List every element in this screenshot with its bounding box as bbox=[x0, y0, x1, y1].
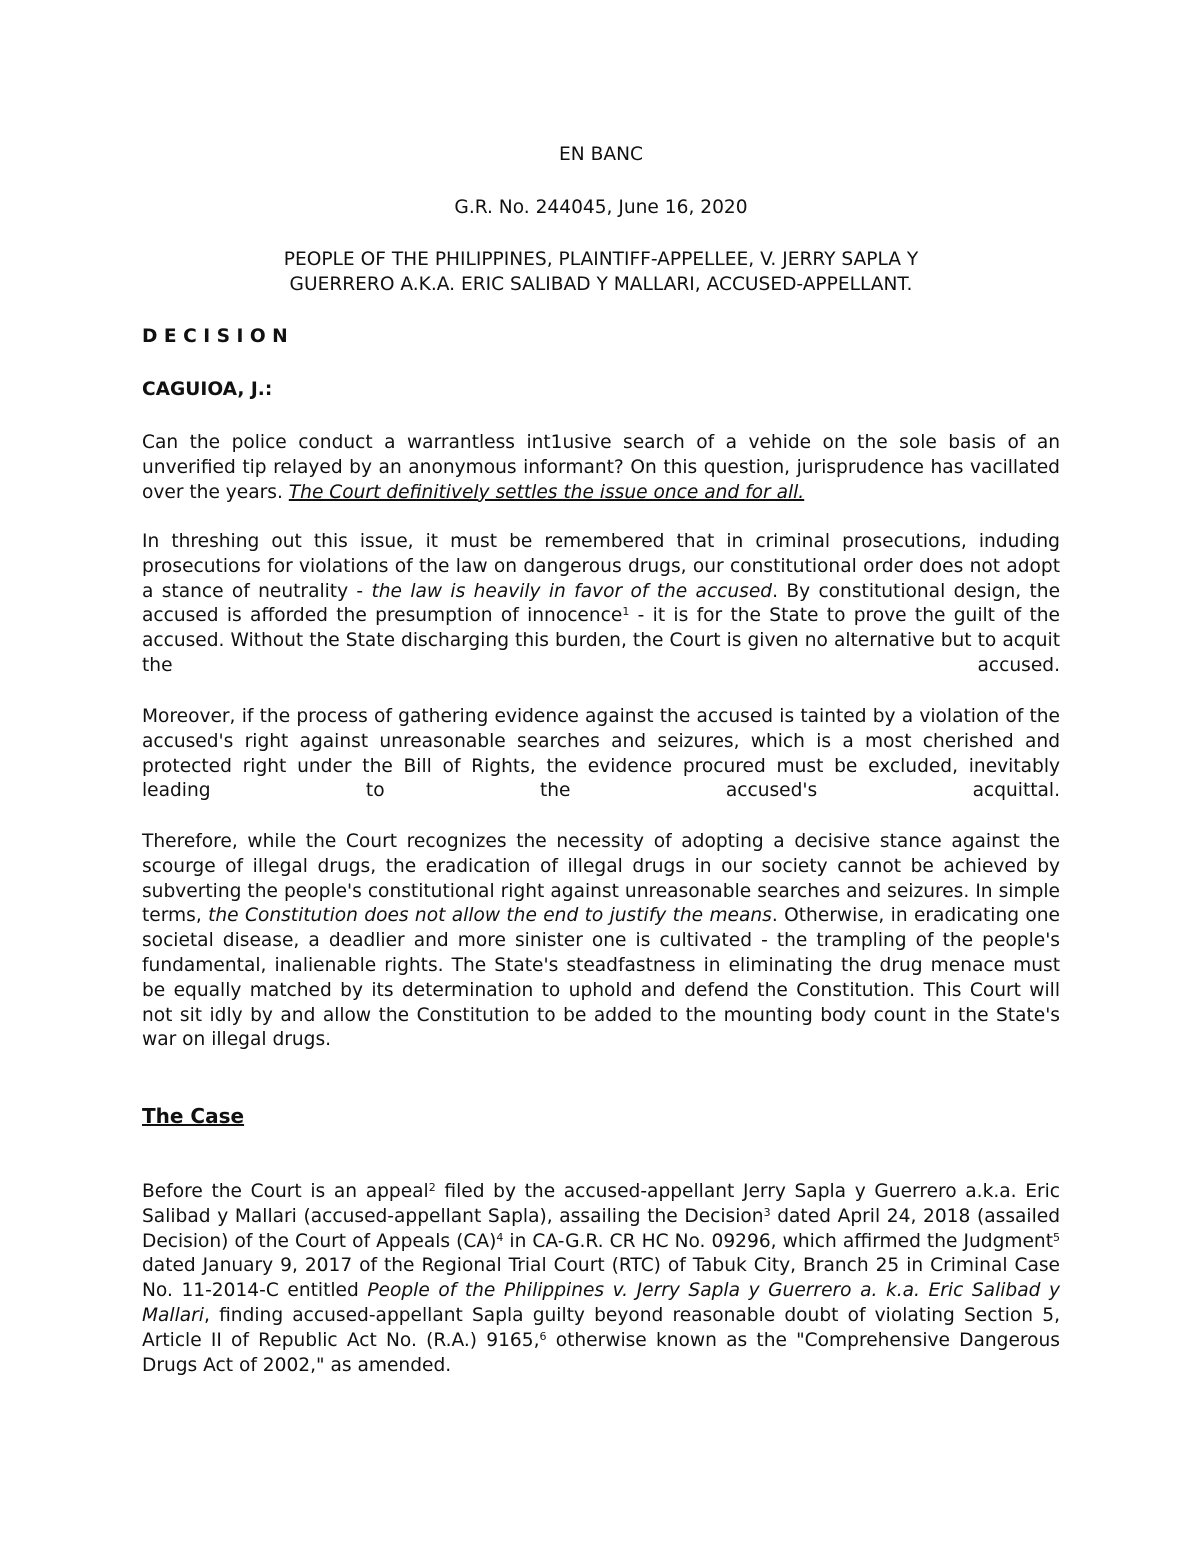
text: filed by the accused-appellant Jerry Sapla y Guerrero a.k.a. Eric Salibad y Mallari (accused-appellant Sapla), assailing the Decision bbox=[142, 1181, 1061, 1227]
footnote-ref[interactable]: 3 bbox=[763, 1205, 771, 1219]
case-number: G.R. No. 244045, June 16, 2020 bbox=[454, 197, 748, 218]
text: dated April 24, 2018 (assailed Decision) of the Court of Appeals (CA) bbox=[142, 1205, 1060, 1252]
paragraph-5 bbox=[142, 1180, 1060, 1378]
emphasis-text: the Constitution does not allow the end to justify the means bbox=[208, 905, 772, 927]
text: Moreover, if the process of gathering evidence against the accused is tainted by a violation of the accused's right against unreasonable searches and seizures, which is a most cherished and protected right under the Bill of Rights, the evidence procured must be excluded, inevitably leading to the accused's acquittal. bbox=[142, 706, 1060, 802]
paragraph-3 bbox=[142, 705, 1060, 804]
footnote-ref[interactable]: 2 bbox=[428, 1181, 436, 1194]
text: . Otherwise, in eradicating one societal disease, a deadlier and more sinister one is cultivated - the trampling of the people's fundamental, inalienable rights. The State's steadfastness in eliminating the drug menace must be equally matched by its determination to uphold and defend the Constitution. This Court will not sit idly by and allow the Constitution to be added to the mounting body count in the State's war on illegal drugs. bbox=[142, 905, 1060, 1051]
paragraph-2 bbox=[142, 530, 1060, 679]
division-label: EN BANC bbox=[559, 144, 643, 165]
case-title bbox=[142, 248, 1060, 298]
section-heading: The Case bbox=[142, 1104, 245, 1128]
text: In threshing out this issue, it must be remembered that in criminal prosecutions, induding prosecutions for violations of the law on dangerous drugs, our constitutional order does not adopt a stance of neutrality - bbox=[142, 531, 1060, 602]
case-title-italic: People of the Philippines v. Jerry Sapla y Guerrero a. k.a. Eric Salibad y Mallari bbox=[142, 1280, 1060, 1326]
ponente: CAGUIOA, J.: bbox=[142, 379, 273, 400]
decision-label: D E C I S I O N bbox=[142, 326, 288, 347]
case-title-line1: PEOPLE OF THE PHILIPPINES, PLAINTIFF-APPELLEE, V. JERRY SAPLA Y bbox=[283, 249, 919, 270]
footnote-ref[interactable]: 1 bbox=[622, 605, 630, 619]
text: Therefore, while the Court recognizes the necessity of adopting a decisive stance against the scourge of illegal drugs, the eradication of illegal drugs in our society cannot be achieved by subverting the people's constitutional right against unreasonable searches and seizures. In simple terms, bbox=[142, 831, 1060, 927]
text: dated January 9, 2017 of the Regional Trial Court (RTC) of Tabuk City, Branch 25 in Criminal Case No. 11-2014-C entitled bbox=[142, 1255, 1060, 1302]
footnote-ref[interactable]: 5 bbox=[1053, 1230, 1060, 1244]
footnote-ref[interactable]: 4 bbox=[496, 1230, 504, 1244]
text: , finding accused-appellant Sapla guilty beyond reasonable doubt of violating Section 5, Article II of Republic Act No. (R.A.) 9165, bbox=[142, 1304, 1060, 1351]
text: . By constitutional design, the accused is afforded the presumption of innocence bbox=[142, 580, 1061, 627]
text: Can the police conduct a warrantless int1usive search of a vehide on the sole basis of an unverified tip relayed by an anonymous informant? On this question, jurisprudence has vacillated over the years. bbox=[142, 432, 1060, 503]
emphasis-text: The Court definitively settles the issue once and for all. bbox=[288, 481, 805, 503]
text: otherwise known as the "Comprehensive Dangerous Drugs Act of 2002," as amended. bbox=[142, 1329, 1060, 1376]
emphasis-text: the law is heavily in favor of the accused bbox=[371, 580, 773, 602]
text: Before the Court is an appeal bbox=[142, 1181, 429, 1202]
text: - it is for the State to prove the guilt of the accused. Without the State discharging this burden, the Court is given no alternative but to acquit the accused. bbox=[142, 605, 1060, 676]
text: in CA-G.R. CR HC No. 09296, which affirmed the Judgment bbox=[503, 1230, 1053, 1252]
paragraph-4 bbox=[142, 830, 1060, 1053]
case-title-line2: GUERRERO A.K.A. ERIC SALIBAD Y MALLARI, ACCUSED-APPELLANT. bbox=[289, 273, 913, 295]
paragraph-1 bbox=[142, 431, 1060, 505]
footnote-ref[interactable]: 6 bbox=[539, 1329, 547, 1343]
